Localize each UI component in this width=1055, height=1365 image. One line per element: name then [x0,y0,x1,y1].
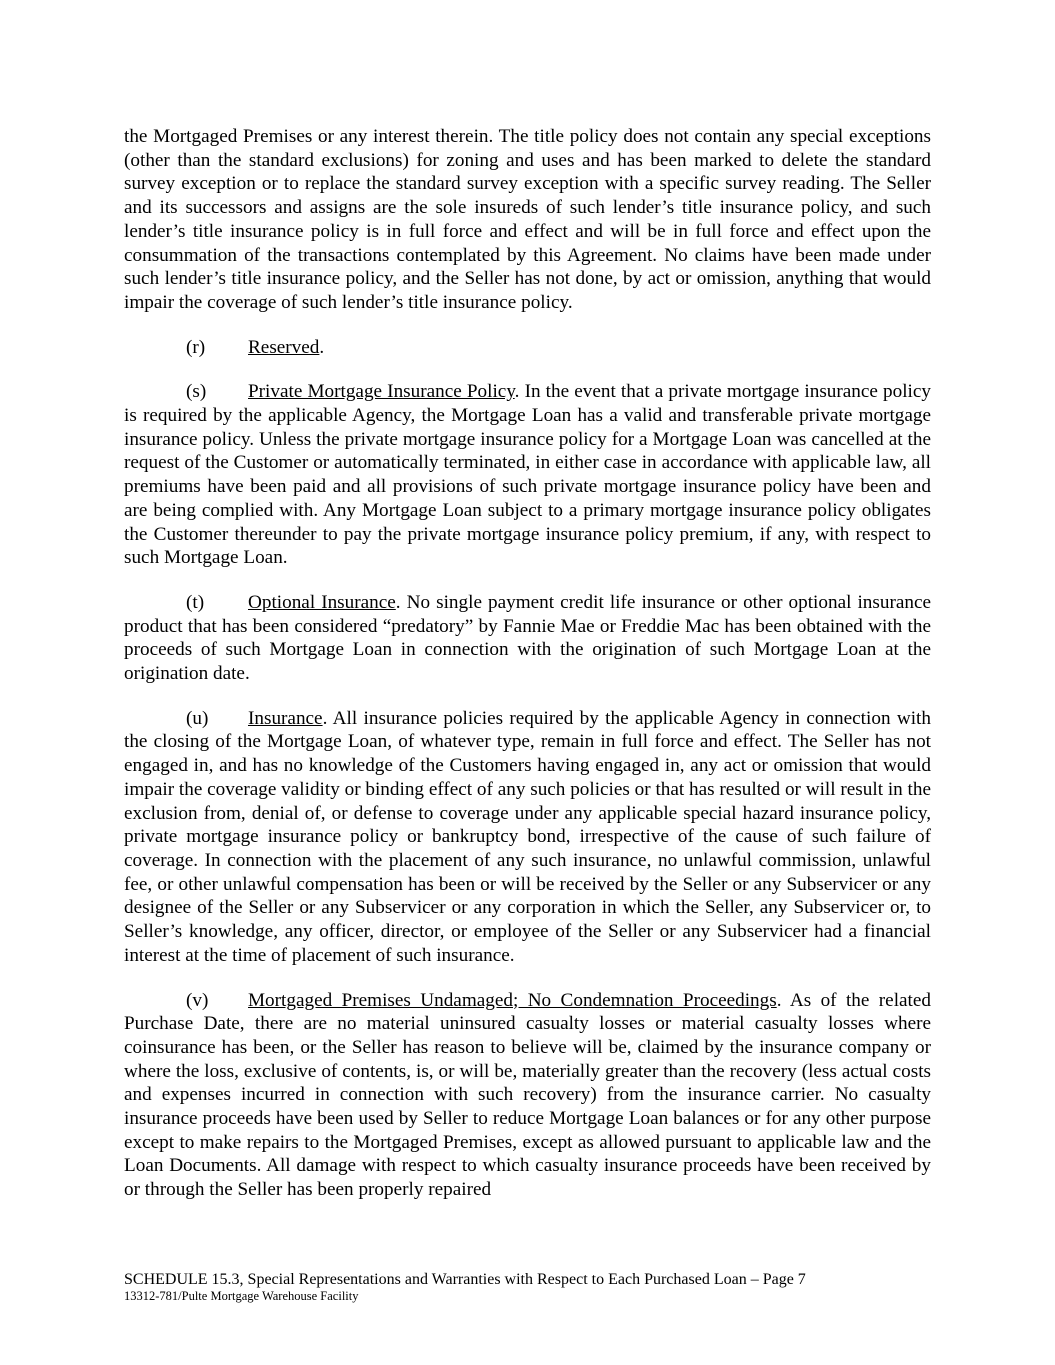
document-body [124,125,931,1223]
paragraph-number: (t) [186,591,205,613]
paragraph-heading: Optional Insurance [248,591,396,613]
paragraph-number: (s) [186,381,207,403]
footer-schedule-title: SCHEDULE 15.3, Special Representations and Warranties with Respect to Each Purchased Loan – Page 7 [124,1271,806,1288]
paragraph-text: the Mortgaged Premises or any interest therein. The title policy does not contain any special exceptions (other than the standard exclusions) for zoning and uses and has been marked to delete the standard survey exception or to replace the standard survey exception with a specific survey reading. The Seller and its successors and assigns are the sole insureds of such lender’s title insurance policy, and such lender’s title insurance policy is in full force and effect and will be in full force and effect upon the consummation of the transactions contemplated by this Agreement. No claims have been made under such lender’s title insurance policy, and the Seller has not done, by act or omission, anything that would impair the coverage of such lender’s title insurance policy. [124,126,931,313]
paragraph-number: (v) [186,989,209,1011]
paragraph-r [124,336,931,360]
paragraph-v [124,989,931,1202]
paragraph-heading: Insurance [248,707,323,729]
paragraph-text: . In the event that a private mortgage insurance policy is required by the applicable Agency, the Mortgage Loan has a valid and transferable private mortgage insurance policy. Unless the private mortgage insurance policy for a Mortgage Loan was cancelled at the request of the Customer or automatically terminated, in either case in accordance with applicable law, all premiums have been paid and all provisions of such private mortgage insurance policy have been and are being complied with. Any Mortgage Loan subject to a primary mortgage insurance policy obligates the Customer thereunder to pay the private mortgage insurance policy premium, if any, with respect to such Mortgage Loan. [124,381,931,569]
paragraph-t [124,591,931,686]
paragraph-heading: Private Mortgage Insurance Policy [248,381,515,403]
paragraph-number: (u) [186,707,209,729]
paragraph-number: (r) [186,336,206,358]
paragraph-text: . As of the related Purchase Date, there are no material uninsured casualty losses or material casualty losses where coinsurance has been, or the Seller has reason to believe will be, claimed by the insurance company or where the loss, exclusive of contents, is, or will be, materially greater than the recovery (less actual costs and expenses incurred in connection with such recovery) from the insurance carrier. No casualty insurance proceeds have been used by Seller to reduce Mortgage Loan balances or for any other purpose except to make repairs to the Mortgaged Premises, except as allowed pursuant to applicable law and the Loan Documents. All damage with respect to which casualty insurance proceeds have been received by or through the Seller has been properly repaired [124,989,931,1201]
paragraph-s [124,380,931,570]
paragraph-text: . All insurance policies required by the applicable Agency in connection with the closing of the Mortgage Loan, of whatever type, remain in full force and effect. The Seller has not engaged in, and has no knowledge of the Customers having engaged in, any act or omission that would impair the coverage validity or binding effect of any such policies or that has resulted or will result in the exclusion from, denial of, or defense to coverage under any applicable special hazard insurance policy, private mortgage insurance policy or bankruptcy bond, irrespective of the cause of such failure of coverage. In connection with the placement of any such insurance, no unlawful commission, unlawful fee, or other unlawful compensation has been or will be received by the Seller or any Subservicer or any designee of the Seller or any Subservicer or any corporation in which the Seller, any Subservicer or, to Seller’s knowledge, any officer, director, or employee of the Seller or any Subservicer had a financial interest at the time of placement of such insurance. [124,707,931,966]
paragraph-text: . [319,336,325,358]
paragraph-heading: Mortgaged Premises Undamaged; No Condemnation Proceedings [248,989,777,1011]
page-footer [124,1270,806,1304]
footer-doc-id: 13312-781/Pulte Mortgage Warehouse Facility [124,1289,359,1303]
paragraph-heading: Reserved [248,336,320,358]
paragraph-q-continued [124,125,931,315]
paragraph-text: . No single payment credit life insurance or other optional insurance product that has been considered “predatory” by Fannie Mae or Freddie Mac has been obtained with the proceeds of such Mortgage Loan in connection with the origination of such Mortgage Loan at the origination date. [124,591,931,685]
paragraph-u [124,707,931,968]
